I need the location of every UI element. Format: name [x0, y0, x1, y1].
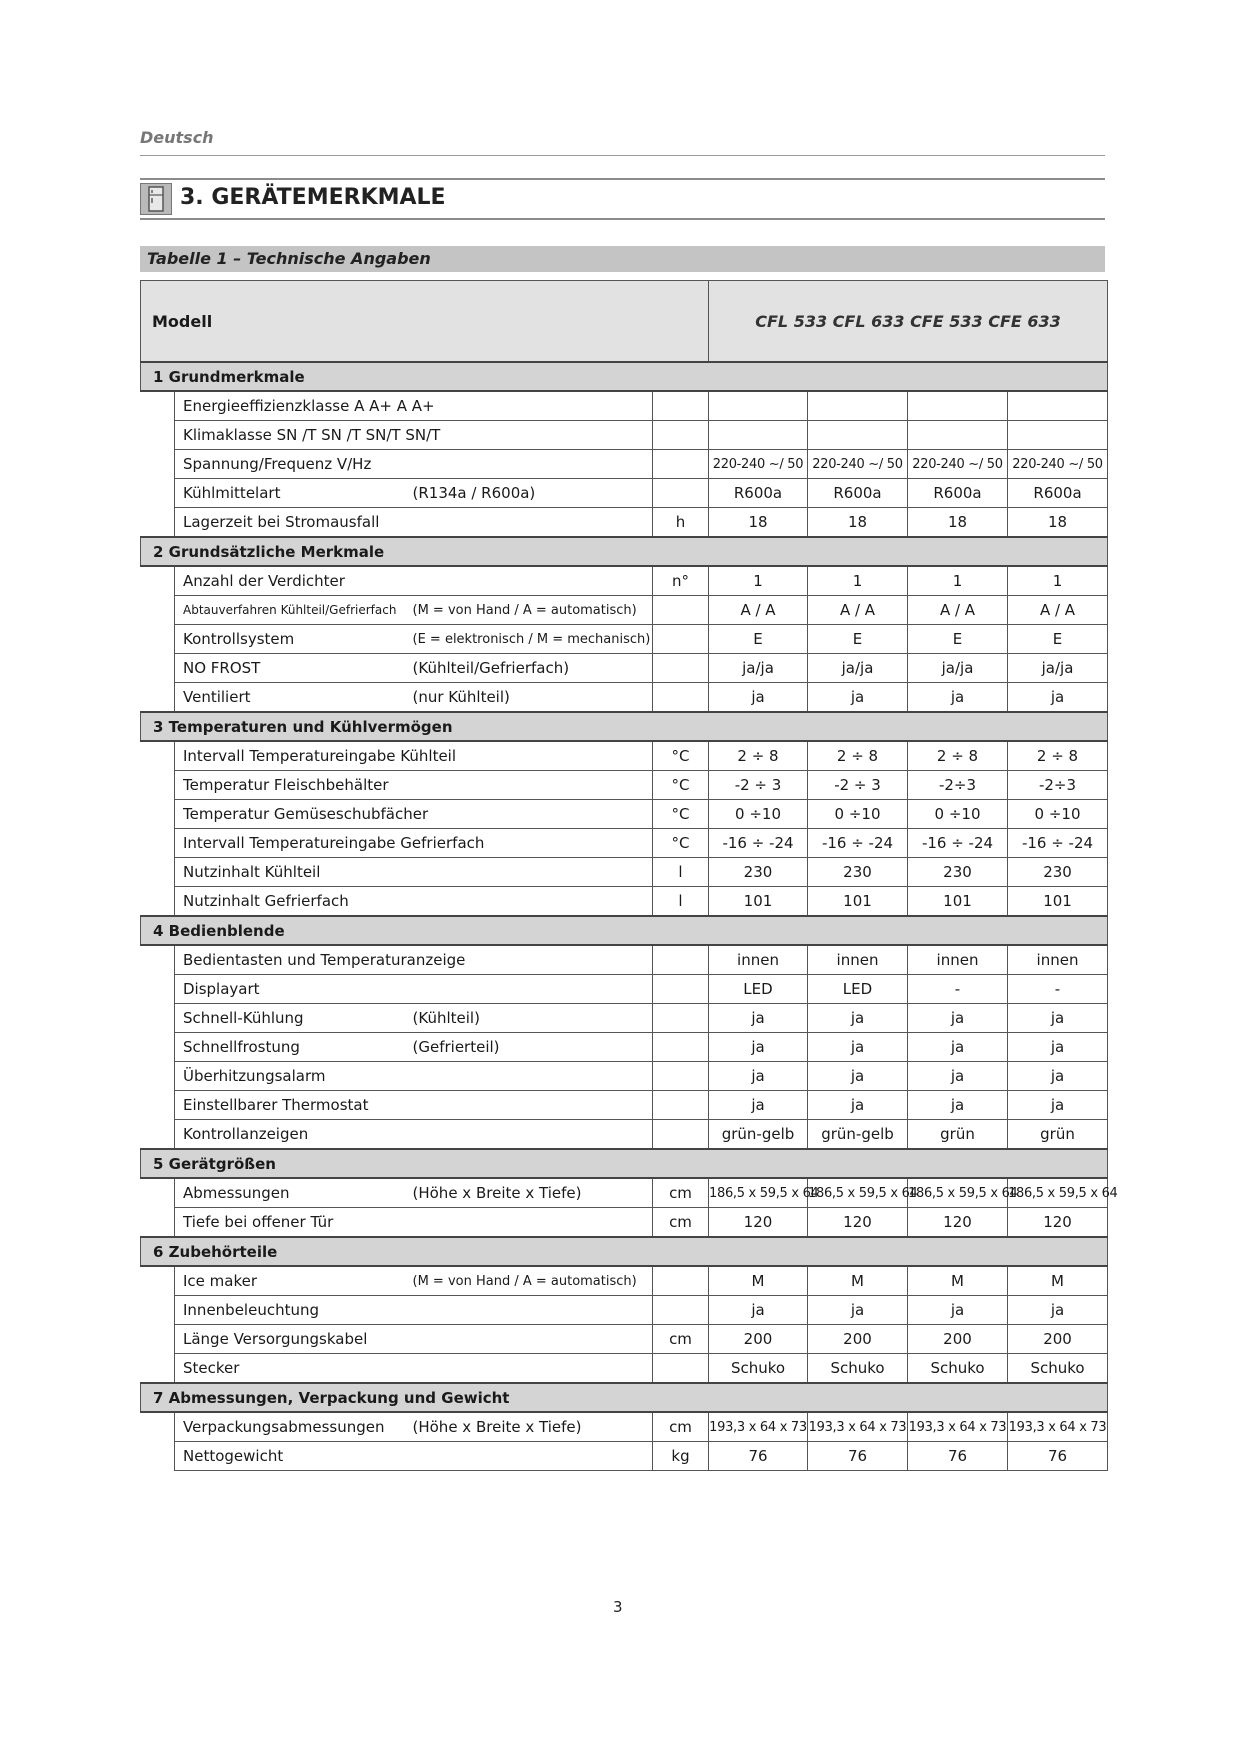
row-unit: l — [653, 858, 709, 887]
row-value: ja — [908, 683, 1008, 713]
row-value: ja — [908, 1004, 1008, 1033]
row-value: ja — [1008, 683, 1108, 713]
row-label: Länge Versorgungskabel — [175, 1325, 653, 1354]
row-value: ja — [1008, 1033, 1108, 1062]
row-value: ja — [709, 1091, 808, 1120]
chapter-heading — [140, 178, 1105, 220]
row-indent — [141, 858, 175, 887]
row-value: ja — [1008, 1296, 1108, 1325]
row-value: 0 ÷10 — [908, 800, 1008, 829]
row-value: 230 — [709, 858, 808, 887]
row-indent — [141, 1033, 175, 1062]
row-unit: cm — [653, 1208, 709, 1238]
row-value — [709, 391, 808, 421]
row-value: -16 ÷ -24 — [709, 829, 808, 858]
row-value: 76 — [908, 1442, 1008, 1471]
row-indent — [141, 566, 175, 596]
row-value: 186,5 x 59,5 x 64 — [908, 1178, 1008, 1208]
row-value: 220-240 ~/ 50 — [1008, 450, 1108, 479]
table-row — [141, 887, 1108, 917]
row-unit — [653, 1296, 709, 1325]
row-value: LED — [808, 975, 908, 1004]
row-label: Abmessungen — [175, 1178, 405, 1208]
row-unit — [653, 1004, 709, 1033]
row-value: 120 — [908, 1208, 1008, 1238]
row-unit — [653, 1033, 709, 1062]
section-header-row — [141, 1383, 1108, 1412]
row-label: Intervall Temperatureingabe Gefrierfach — [175, 829, 653, 858]
row-value: ja/ja — [908, 654, 1008, 683]
section-header-row — [141, 537, 1108, 566]
row-value: M — [1008, 1266, 1108, 1296]
table-row — [141, 566, 1108, 596]
section-title: 1 Grundmerkmale — [141, 362, 1108, 391]
table-row — [141, 508, 1108, 538]
row-value: 186,5 x 59,5 x 64 — [709, 1178, 808, 1208]
row-value: ja — [709, 1033, 808, 1062]
row-unit: cm — [653, 1412, 709, 1442]
row-value: 220-240 ~/ 50 — [808, 450, 908, 479]
row-unit: n° — [653, 566, 709, 596]
row-value: 18 — [908, 508, 1008, 538]
row-value: -2 ÷ 3 — [808, 771, 908, 800]
row-unit — [653, 1354, 709, 1384]
table-row — [141, 479, 1108, 508]
row-indent — [141, 1354, 175, 1384]
row-value: 200 — [709, 1325, 808, 1354]
row-unit: °C — [653, 800, 709, 829]
section-header-row — [141, 712, 1108, 741]
row-value: 18 — [709, 508, 808, 538]
row-value — [808, 421, 908, 450]
row-label: Nutzinhalt Gefrierfach — [175, 887, 653, 917]
row-label: Verpackungsabmessungen — [175, 1412, 405, 1442]
row-value: 120 — [1008, 1208, 1108, 1238]
model-names: CFL 533 CFL 633 CFE 533 CFE 633 — [709, 281, 1108, 363]
page-number: 3 — [613, 1598, 623, 1616]
row-value: grün-gelb — [808, 1120, 908, 1150]
row-label: Lagerzeit bei Stromausfall — [175, 508, 653, 538]
table-row — [141, 1296, 1108, 1325]
row-value: E — [1008, 625, 1108, 654]
row-indent — [141, 683, 175, 713]
row-value: 18 — [808, 508, 908, 538]
row-value: 2 ÷ 8 — [808, 741, 908, 771]
table-row — [141, 1004, 1108, 1033]
row-value: E — [808, 625, 908, 654]
row-indent — [141, 771, 175, 800]
row-label: Temperatur Gemüseschubfächer — [175, 800, 653, 829]
row-label: Klimaklasse SN /T SN /T SN/T SN/T — [175, 421, 653, 450]
row-unit — [653, 596, 709, 625]
row-value: 76 — [1008, 1442, 1108, 1471]
row-value: 2 ÷ 8 — [709, 741, 808, 771]
row-value: 230 — [908, 858, 1008, 887]
row-value: ja/ja — [709, 654, 808, 683]
row-label: Einstellbarer Thermostat — [175, 1091, 653, 1120]
section-title: 7 Abmessungen, Verpackung und Gewicht — [141, 1383, 1108, 1412]
row-sublabel: (Höhe x Breite x Tiefe) — [405, 1412, 653, 1442]
section-title: 4 Bedienblende — [141, 916, 1108, 945]
row-label: Bedientasten und Temperaturanzeige — [175, 945, 653, 975]
row-label: Innenbeleuchtung — [175, 1296, 653, 1325]
table-row — [141, 1354, 1108, 1384]
row-label: Nutzinhalt Kühlteil — [175, 858, 653, 887]
row-value: - — [908, 975, 1008, 1004]
table-row — [141, 1412, 1108, 1442]
row-indent — [141, 1178, 175, 1208]
row-value: ja — [808, 1062, 908, 1091]
section-header-row — [141, 916, 1108, 945]
row-value: innen — [808, 945, 908, 975]
row-value: 0 ÷10 — [808, 800, 908, 829]
row-value: 101 — [709, 887, 808, 917]
row-indent — [141, 1120, 175, 1150]
row-value: Schuko — [808, 1354, 908, 1384]
table-row — [141, 1178, 1108, 1208]
row-value: ja — [709, 683, 808, 713]
row-label: Tiefe bei offener Tür — [175, 1208, 653, 1238]
row-label: Kontrollanzeigen — [175, 1120, 653, 1150]
row-value: 1 — [908, 566, 1008, 596]
row-value: 220-240 ~/ 50 — [709, 450, 808, 479]
row-value: 1 — [808, 566, 908, 596]
row-value: 120 — [808, 1208, 908, 1238]
model-label: Modell — [141, 281, 709, 363]
row-unit — [653, 625, 709, 654]
table-row — [141, 1325, 1108, 1354]
row-unit — [653, 945, 709, 975]
row-value: R600a — [1008, 479, 1108, 508]
row-indent — [141, 625, 175, 654]
row-value: 230 — [808, 858, 908, 887]
table-row — [141, 945, 1108, 975]
table-row — [141, 1120, 1108, 1150]
row-indent — [141, 1208, 175, 1238]
row-value — [908, 391, 1008, 421]
row-value: 186,5 x 59,5 x 64 — [808, 1178, 908, 1208]
row-indent — [141, 1062, 175, 1091]
row-value: ja — [908, 1296, 1008, 1325]
row-value: ja — [808, 1296, 908, 1325]
row-unit — [653, 450, 709, 479]
row-value: M — [908, 1266, 1008, 1296]
row-label: Abtauverfahren Kühlteil/Gefrierfach — [175, 596, 405, 625]
row-value: A / A — [709, 596, 808, 625]
row-unit — [653, 975, 709, 1004]
row-indent — [141, 450, 175, 479]
row-value: ja — [808, 683, 908, 713]
row-label: Kontrollsystem — [175, 625, 405, 654]
table-row — [141, 391, 1108, 421]
row-value: ja/ja — [1008, 654, 1108, 683]
row-value: ja — [709, 1062, 808, 1091]
row-unit: l — [653, 887, 709, 917]
row-label: Kühlmittelart — [175, 479, 405, 508]
row-unit — [653, 1266, 709, 1296]
row-label: Displayart — [175, 975, 653, 1004]
row-value: - — [1008, 975, 1108, 1004]
table-row — [141, 829, 1108, 858]
row-label: Schnellfrostung — [175, 1033, 405, 1062]
row-value — [1008, 421, 1108, 450]
row-label: Überhitzungsalarm — [175, 1062, 653, 1091]
row-value: innen — [709, 945, 808, 975]
row-indent — [141, 1325, 175, 1354]
table-row — [141, 1266, 1108, 1296]
row-label: NO FROST — [175, 654, 405, 683]
row-value: Schuko — [709, 1354, 808, 1384]
row-unit: °C — [653, 771, 709, 800]
row-value: 18 — [1008, 508, 1108, 538]
row-indent — [141, 829, 175, 858]
row-sublabel: (E = elektronisch / M = mechanisch) — [405, 625, 653, 654]
section-header-row — [141, 362, 1108, 391]
row-value — [709, 421, 808, 450]
row-value: ja — [1008, 1062, 1108, 1091]
table-row — [141, 1091, 1108, 1120]
row-value: A / A — [908, 596, 1008, 625]
row-value: ja — [1008, 1004, 1108, 1033]
row-indent — [141, 596, 175, 625]
row-value — [808, 391, 908, 421]
row-value: -16 ÷ -24 — [908, 829, 1008, 858]
row-value: 1 — [709, 566, 808, 596]
table-row — [141, 450, 1108, 479]
table-row — [141, 975, 1108, 1004]
row-value: innen — [1008, 945, 1108, 975]
fridge-icon — [140, 183, 172, 215]
section-title: 2 Grundsätzliche Merkmale — [141, 537, 1108, 566]
row-label: Anzahl der Verdichter — [175, 566, 653, 596]
row-value: Schuko — [908, 1354, 1008, 1384]
row-value: 1 — [1008, 566, 1108, 596]
row-indent — [141, 654, 175, 683]
row-value: 200 — [1008, 1325, 1108, 1354]
row-indent — [141, 1266, 175, 1296]
row-value: 120 — [709, 1208, 808, 1238]
technical-data-table — [140, 280, 1118, 1471]
row-unit — [653, 683, 709, 713]
table-row — [141, 858, 1108, 887]
row-value: -2÷3 — [908, 771, 1008, 800]
header-rule — [140, 155, 1105, 156]
row-indent — [141, 508, 175, 538]
row-value: -16 ÷ -24 — [1008, 829, 1108, 858]
row-value: E — [908, 625, 1008, 654]
table-caption: Tabelle 1 – Technische Angaben — [147, 249, 431, 268]
row-value: -2÷3 — [1008, 771, 1108, 800]
row-value: innen — [908, 945, 1008, 975]
row-indent — [141, 741, 175, 771]
row-value: 193,3 x 64 x 73 — [908, 1412, 1008, 1442]
table-row — [141, 683, 1108, 713]
row-label: Stecker — [175, 1354, 653, 1384]
row-value: M — [808, 1266, 908, 1296]
row-value: M — [709, 1266, 808, 1296]
row-indent — [141, 1091, 175, 1120]
row-sublabel: (Kühlteil/Gefrierfach) — [405, 654, 653, 683]
row-indent — [141, 421, 175, 450]
row-value: R600a — [808, 479, 908, 508]
row-indent — [141, 975, 175, 1004]
table-row — [141, 596, 1108, 625]
row-unit — [653, 1120, 709, 1150]
row-value: R600a — [709, 479, 808, 508]
row-label: Intervall Temperatureingabe Kühlteil — [175, 741, 653, 771]
section-header-row — [141, 1149, 1108, 1178]
row-value: R600a — [908, 479, 1008, 508]
row-value: ja — [808, 1004, 908, 1033]
row-value: 2 ÷ 8 — [908, 741, 1008, 771]
row-value — [908, 421, 1008, 450]
row-value: 200 — [908, 1325, 1008, 1354]
row-value: 0 ÷10 — [1008, 800, 1108, 829]
row-sublabel: (nur Kühlteil) — [405, 683, 653, 713]
row-indent — [141, 887, 175, 917]
row-value: ja — [908, 1033, 1008, 1062]
row-unit: °C — [653, 741, 709, 771]
row-unit: cm — [653, 1178, 709, 1208]
row-value: ja — [808, 1091, 908, 1120]
row-unit — [653, 391, 709, 421]
row-sublabel: (Gefrierteil) — [405, 1033, 653, 1062]
row-label: Ice maker — [175, 1266, 405, 1296]
row-value: -2 ÷ 3 — [709, 771, 808, 800]
table-row — [141, 625, 1108, 654]
row-value — [1008, 391, 1108, 421]
model-header-row — [141, 281, 1108, 363]
row-value: ja — [908, 1091, 1008, 1120]
row-value: 0 ÷10 — [709, 800, 808, 829]
row-value: grün — [908, 1120, 1008, 1150]
row-value: 76 — [808, 1442, 908, 1471]
row-value: 101 — [908, 887, 1008, 917]
language-label: Deutsch — [140, 128, 214, 147]
row-label: Ventiliert — [175, 683, 405, 713]
row-indent — [141, 1004, 175, 1033]
row-value: Schuko — [1008, 1354, 1108, 1384]
chapter-title: 3. GERÄTEMERKMALE — [180, 185, 446, 210]
row-indent — [141, 945, 175, 975]
row-value: 200 — [808, 1325, 908, 1354]
row-unit: h — [653, 508, 709, 538]
row-value: A / A — [808, 596, 908, 625]
row-sublabel: (Kühlteil) — [405, 1004, 653, 1033]
row-value: grün-gelb — [709, 1120, 808, 1150]
row-unit — [653, 654, 709, 683]
row-unit: kg — [653, 1442, 709, 1471]
section-title: 5 Gerätgrößen — [141, 1149, 1108, 1178]
row-unit — [653, 1062, 709, 1091]
table-row — [141, 654, 1108, 683]
row-value: LED — [709, 975, 808, 1004]
table-row — [141, 1208, 1108, 1238]
row-unit — [653, 1091, 709, 1120]
row-label: Spannung/Frequenz V/Hz — [175, 450, 653, 479]
row-value: 220-240 ~/ 50 — [908, 450, 1008, 479]
section-title: 3 Temperaturen und Kühlvermögen — [141, 712, 1108, 741]
row-value: grün — [1008, 1120, 1108, 1150]
row-sublabel: (M = von Hand / A = automatisch) — [405, 1266, 653, 1296]
section-header-row — [141, 1237, 1108, 1266]
row-sublabel: (M = von Hand / A = automatisch) — [405, 596, 653, 625]
table-row — [141, 421, 1108, 450]
table-caption-bar — [140, 246, 1105, 272]
row-value: A / A — [1008, 596, 1108, 625]
row-value: ja/ja — [808, 654, 908, 683]
row-value: ja — [808, 1033, 908, 1062]
table-row — [141, 1033, 1108, 1062]
row-value: 230 — [1008, 858, 1108, 887]
row-value: 76 — [709, 1442, 808, 1471]
row-value: 193,3 x 64 x 73 — [1008, 1412, 1108, 1442]
row-indent — [141, 391, 175, 421]
row-unit: cm — [653, 1325, 709, 1354]
table-row — [141, 800, 1108, 829]
row-label: Temperatur Fleischbehälter — [175, 771, 653, 800]
row-unit: °C — [653, 829, 709, 858]
row-sublabel: (Höhe x Breite x Tiefe) — [405, 1178, 653, 1208]
row-value: -16 ÷ -24 — [808, 829, 908, 858]
row-value: 101 — [808, 887, 908, 917]
row-indent — [141, 800, 175, 829]
section-title: 6 Zubehörteile — [141, 1237, 1108, 1266]
table-row — [141, 1442, 1108, 1471]
row-value: ja — [709, 1296, 808, 1325]
table-row — [141, 1062, 1108, 1091]
row-unit — [653, 421, 709, 450]
row-value: ja — [908, 1062, 1008, 1091]
row-indent — [141, 1442, 175, 1471]
row-indent — [141, 1412, 175, 1442]
row-value: 101 — [1008, 887, 1108, 917]
row-label: Nettogewicht — [175, 1442, 653, 1471]
row-label: Energieeffizienzklasse A A+ A A+ — [175, 391, 653, 421]
row-value: 2 ÷ 8 — [1008, 741, 1108, 771]
row-value: 186,5 x 59,5 x 64 — [1008, 1178, 1108, 1208]
row-unit — [653, 479, 709, 508]
table-row — [141, 771, 1108, 800]
row-value: E — [709, 625, 808, 654]
row-value: ja — [1008, 1091, 1108, 1120]
row-indent — [141, 479, 175, 508]
row-value: 193,3 x 64 x 73 — [709, 1412, 808, 1442]
row-value: ja — [709, 1004, 808, 1033]
row-sublabel: (R134a / R600a) — [405, 479, 653, 508]
row-value: 193,3 x 64 x 73 — [808, 1412, 908, 1442]
row-indent — [141, 1296, 175, 1325]
table-row — [141, 741, 1108, 771]
row-label: Schnell-Kühlung — [175, 1004, 405, 1033]
